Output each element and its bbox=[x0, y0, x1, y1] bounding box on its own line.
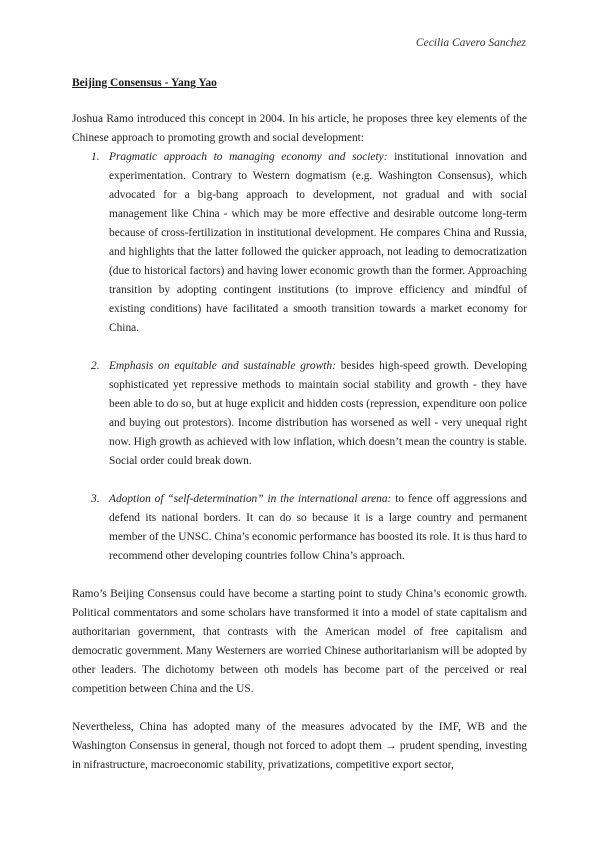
author-header: Cecilia Cavero Sanchez bbox=[415, 37, 526, 49]
body-paragraph: Ramo’s Beijing Consensus could have become a starting point to study China’s economic growth. Political commentators and some scholars have transformed it into a model of state capitalism and authoritarian government, that contrasts with the American model of free capitalism and democratic government. Many Westerners are worried Chinese authoritarianism will be adopted by other leaders. The dichotomy between oth models has become part of the perceived or real competition between China and the US. bbox=[72, 588, 527, 695]
list-item bbox=[72, 357, 527, 471]
document-title: Beijing Consensus - Yang Yao bbox=[72, 77, 217, 89]
list-item-lead: Adoption of “self-determination” in the international arena: bbox=[109, 493, 392, 505]
list-item-text: to fence off aggressions and defend its national borders. It can do so because it is a large country and permanent member of the UNSC. China’s economic performance has boosted its role. It is thus hard to recommend other developing countries follow China’s approach. bbox=[109, 493, 527, 562]
list-number: 1. bbox=[91, 151, 100, 163]
list-item-text: institutional innovation and experimentation. Contrary to Western dogmatism (e.g. Washington Consensus), which advocated for a big-bang approach to development, not gradual and with social management like China - which may be more effective and desirable outcome long-term because of cross-fertilization in institutional development. He compares China and Russia, and highlights that the latter followed the quicker approach, not leading to democratization (due to historical factors) and having lower economic growth than the former. Approaching transition by adopting contingent institutions (to improve efficiency and mindful of existing conditions) have facilitated a smooth transition towards a market economy for China. bbox=[109, 151, 527, 334]
list-item bbox=[72, 490, 527, 566]
list-item-lead: Pragmatic approach to managing economy and society: bbox=[109, 151, 388, 163]
list-item-lead: Emphasis on equitable and sustainable growth: bbox=[109, 360, 336, 372]
list-number: 2. bbox=[91, 360, 100, 372]
key-elements-list-wrap bbox=[72, 148, 527, 566]
list-number: 3. bbox=[91, 493, 100, 505]
document-body bbox=[72, 110, 527, 775]
list-item-text: besides high-speed growth. Developing sophisticated yet repressive methods to maintain social stability and growth - they have been able to do so, but at huge explicit and hidden costs (repression, expenditure oon police and buying out protestors). Income distribution has worsened as well - very unequal right now. High growth as achieved with low inflation, which doesn’t mean the country is stable. Social order could break down. bbox=[109, 360, 527, 467]
list-item bbox=[72, 148, 527, 338]
body-paragraph: Nevertheless, China has adopted many of the measures advocated by the IMF, WB and the Washington Consensus in general, though not forced to adopt them → prudent spending, investing in nifrastructure, macroeconomic stability, privatizations, competitive export sector, bbox=[72, 721, 527, 771]
key-elements-list bbox=[72, 148, 527, 566]
intro-paragraph: Joshua Ramo introduced this concept in 2004. In his article, he proposes three key elements of the Chinese approach to promoting growth and social development: bbox=[72, 113, 527, 144]
